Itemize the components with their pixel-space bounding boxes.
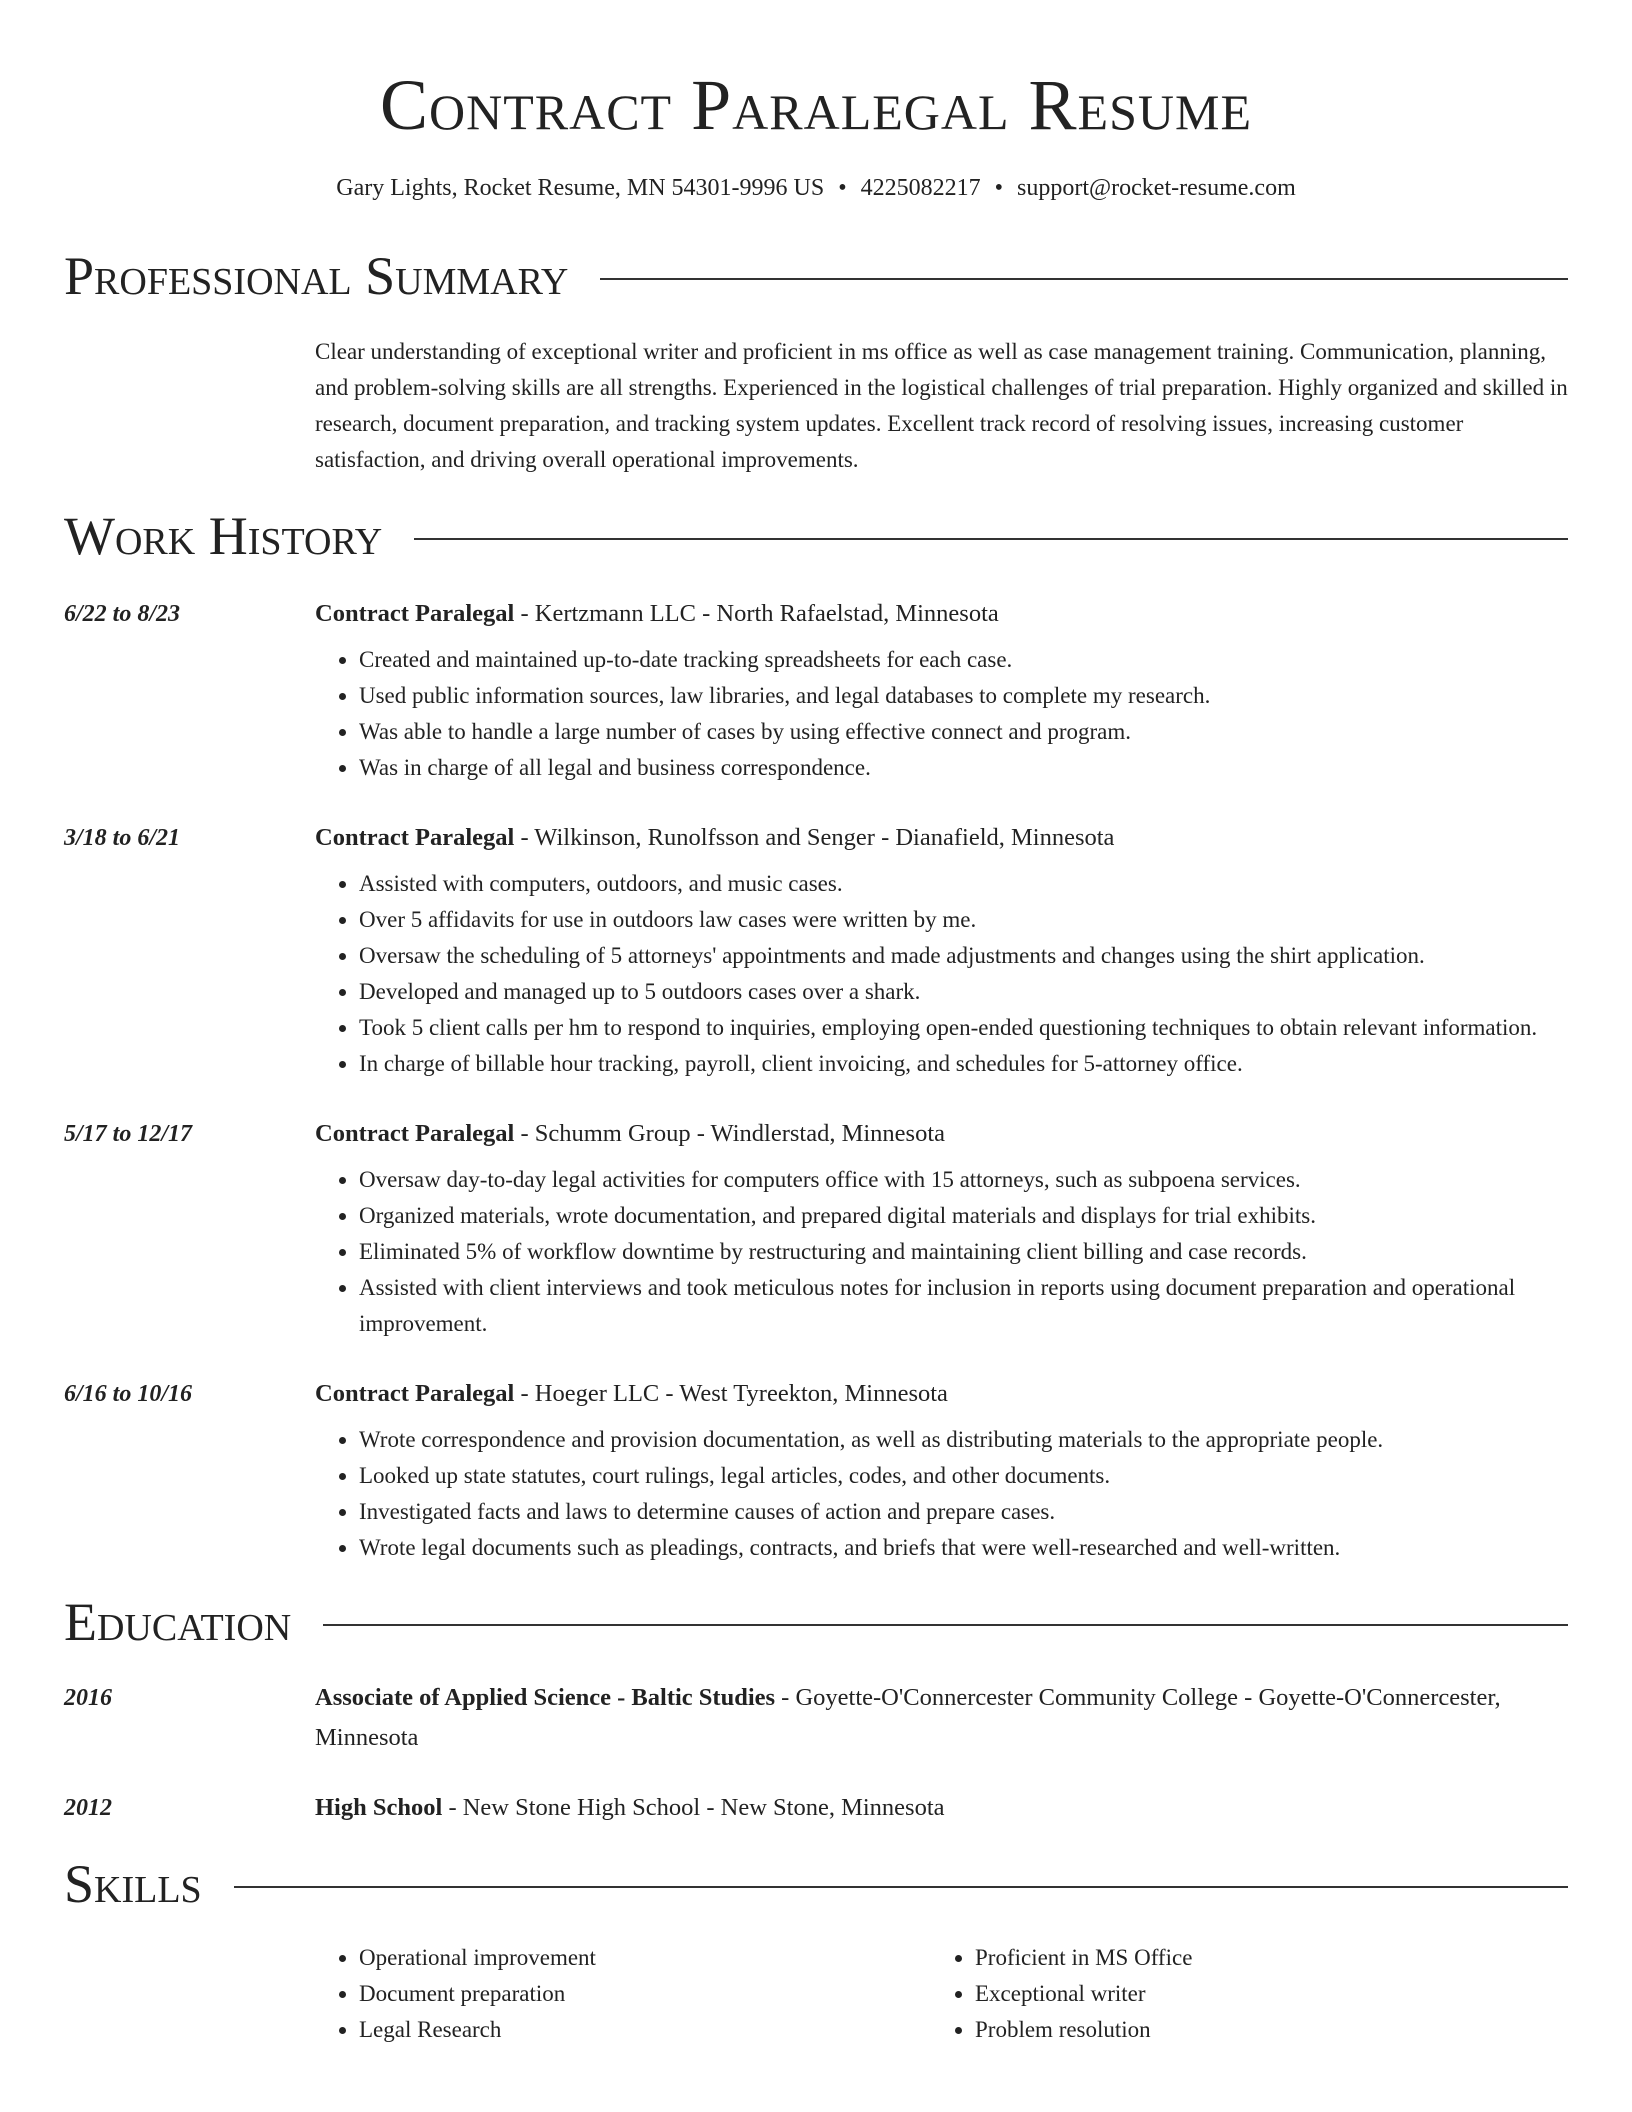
contact-phone: 4225082217: [860, 175, 981, 201]
work-date: 6/16 to 10/16: [64, 1381, 193, 1407]
list-item: • Took 5 client calls per hm to respond to inquiries, employing open-ended questioning techniques to obtain relevant information.: [359, 1010, 1568, 1046]
work-date: 6/22 to 8/23: [64, 601, 181, 627]
section-divider: [414, 538, 1568, 540]
skill-item: • Operational improvement: [359, 1940, 931, 1976]
work-bullets: [315, 1422, 1568, 1566]
job-employer-location: - Kertzmann LLC - North Rafaelstad, Minnesota: [514, 600, 999, 627]
resume-title: Contract Paralegal Resume: [379, 65, 1253, 145]
list-item: • Used public information sources, law libraries, and legal databases to complete my research.: [359, 678, 1568, 714]
school-location: - New Stone High School - New Stone, Minnesota: [442, 1794, 945, 1821]
section-divider: [323, 1624, 1568, 1626]
contact-address: Gary Lights, Rocket Resume, MN 54301-9996 US: [336, 175, 825, 201]
job-employer-location: - Wilkinson, Runolfsson and Senger - Dianafield, Minnesota: [514, 824, 1115, 851]
work-entry: [64, 1374, 1568, 1566]
list-item: • Was able to handle a large number of cases by using effective connect and program.: [359, 714, 1568, 750]
education-entry-body: [315, 1788, 1568, 1828]
list-item: • Over 5 affidavits for use in outdoors law cases were written by me.: [359, 902, 1568, 938]
work-entry: [64, 818, 1568, 1082]
education-list: [64, 1678, 1568, 1828]
education-date: 2016: [64, 1685, 112, 1711]
section-heading-label: Education: [64, 1592, 292, 1652]
section-heading-skills: [64, 1852, 1568, 1916]
work-entry: [64, 594, 1568, 786]
skill-item: • Proficient in MS Office: [975, 1940, 1547, 1976]
job-employer-location: - Hoeger LLC - West Tyreekton, Minnesota: [514, 1380, 948, 1407]
education-headline: [315, 1788, 1568, 1828]
contact-email: support@rocket-resume.com: [1017, 175, 1296, 201]
list-item: • Assisted with client interviews and took meticulous notes for inclusion in reports using document preparation and operational improvement.: [359, 1270, 1568, 1342]
work-bullets: [315, 1162, 1568, 1342]
list-item: • Organized materials, wrote documentation, and prepared digital materials and displays for trial exhibits.: [359, 1198, 1568, 1234]
work-entry-body: [315, 818, 1568, 1082]
resume-page: [64, 0, 1568, 2048]
skill-item: • Document preparation: [359, 1976, 931, 2012]
list-item: • Investigated facts and laws to determine causes of action and prepare cases.: [359, 1494, 1568, 1530]
skill-item: • Problem resolution: [975, 2012, 1547, 2048]
work-history-list: [64, 594, 1568, 1566]
skills-column-right: [931, 1940, 1547, 2048]
work-headline: [315, 818, 1568, 858]
skills-list: [315, 1940, 1568, 2048]
work-date: 5/17 to 12/17: [64, 1121, 193, 1147]
skills-column-left: [315, 1940, 931, 2048]
job-title: Contract Paralegal: [315, 1380, 515, 1407]
job-title: Contract Paralegal: [315, 1120, 515, 1147]
list-item: • Assisted with computers, outdoors, and music cases.: [359, 866, 1568, 902]
list-item: • Oversaw the scheduling of 5 attorneys' appointments and made adjustments and changes using the shirt application.: [359, 938, 1568, 974]
education-entry-body: [315, 1678, 1568, 1758]
list-item: • Created and maintained up-to-date tracking spreadsheets for each case.: [359, 642, 1568, 678]
education-headline: [315, 1678, 1568, 1758]
contact-line: [64, 172, 1568, 204]
list-item: • Developed and managed up to 5 outdoors cases over a shark.: [359, 974, 1568, 1010]
job-title: Contract Paralegal: [315, 824, 515, 851]
contact-separator: •: [838, 175, 847, 201]
work-entry-body: [315, 1114, 1568, 1342]
list-item: • Wrote correspondence and provision documentation, as well as distributing materials to the appropriate people.: [359, 1422, 1568, 1458]
work-entry: [64, 1114, 1568, 1342]
work-bullets: [315, 642, 1568, 786]
section-heading-summary: [64, 244, 1568, 308]
education-date: 2012: [64, 1795, 112, 1821]
work-date: 3/18 to 6/21: [64, 825, 181, 851]
skill-item: • Exceptional writer: [975, 1976, 1547, 2012]
list-item: • Oversaw day-to-day legal activities for computers office with 15 attorneys, such as subpoena services.: [359, 1162, 1568, 1198]
section-heading-work-history: [64, 504, 1568, 568]
work-bullets: [315, 866, 1568, 1082]
section-heading-label: Work History: [64, 506, 383, 566]
section-divider: [600, 278, 1568, 280]
list-item: • Looked up state statutes, court rulings, legal articles, codes, and other documents.: [359, 1458, 1568, 1494]
job-employer-location: - Schumm Group - Windlerstad, Minnesota: [514, 1120, 945, 1147]
section-divider: [234, 1886, 1568, 1888]
section-heading-label: Skills: [64, 1854, 202, 1914]
contact-separator: •: [994, 175, 1004, 201]
work-entry-body: [315, 1374, 1568, 1566]
degree-title: High School: [315, 1794, 443, 1821]
work-headline: [315, 1374, 1568, 1414]
section-heading-label: Professional Summary: [64, 246, 569, 306]
list-item: • Was in charge of all legal and business correspondence.: [359, 750, 1568, 786]
skill-item: • Legal Research: [359, 2012, 931, 2048]
education-entry: [64, 1788, 1568, 1828]
summary-text: Clear understanding of exceptional writer and proficient in ms office as well as case management training. Communication, planning, and problem-solving skills are all strengths. Experienced in the logistical challenges of trial preparation. Highly organized and skilled in research, document preparation, and tracking system updates. Excellent track record of resolving issues, increasing customer satisfaction, and driving overall operational improvements.: [315, 339, 1568, 472]
degree-title: Associate of Applied Science - Baltic Studies: [315, 1684, 776, 1711]
section-heading-education: [64, 1590, 1568, 1654]
education-entry: [64, 1678, 1568, 1758]
work-headline: [315, 1114, 1568, 1154]
list-item: • Wrote legal documents such as pleadings, contracts, and briefs that were well-researched and well-written.: [359, 1530, 1568, 1566]
list-item: • In charge of billable hour tracking, payroll, client invoicing, and schedules for 5-attorney office.: [359, 1046, 1568, 1082]
job-title: Contract Paralegal: [315, 600, 515, 627]
school-location: - Goyette-O'Connercester Community College - Goyette-O'Connercester, Minnesota: [315, 1684, 1501, 1751]
work-headline: [315, 594, 1568, 634]
list-item: • Eliminated 5% of workflow downtime by restructuring and maintaining client billing and case records.: [359, 1234, 1568, 1270]
work-entry-body: [315, 594, 1568, 786]
